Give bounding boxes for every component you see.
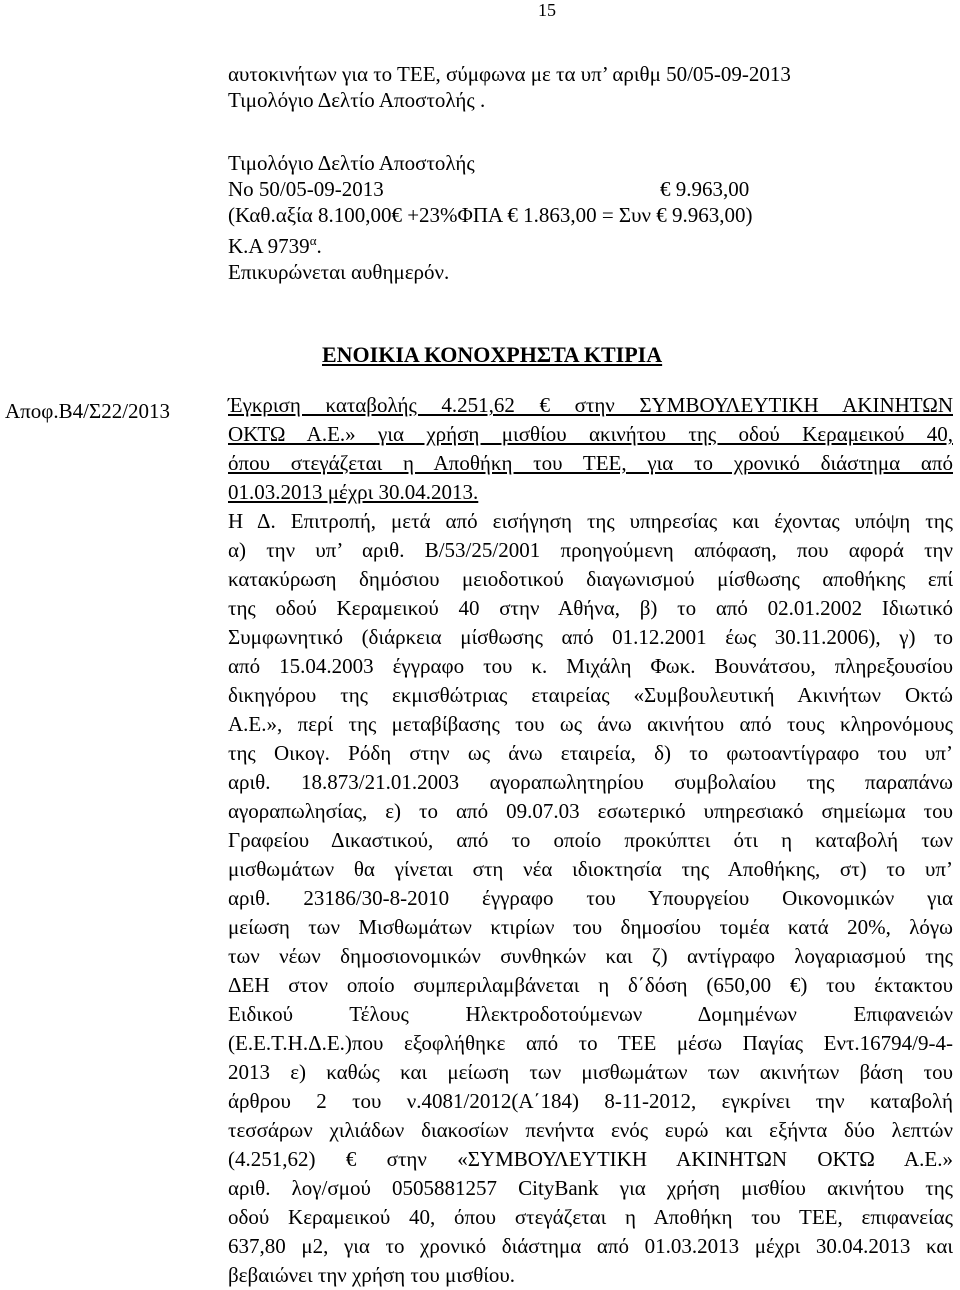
decision-subject-line: όπου στεγάζεται η Αποθήκη του ΤΕΕ, για το χρονικό διάστημα από (228, 451, 953, 475)
decision-text-line: αριθ. 23186/30-8-2010 έγγραφο του Υπουργείου Οικονομικών για (228, 886, 953, 910)
invoice-note: Επικυρώνεται αυθημερόν. (228, 260, 450, 284)
decision-body (228, 391, 953, 1290)
intro-line-2: Τιμολόγιο Δελτίο Αποστολής . (228, 88, 486, 112)
decision-text-line: ΔΕΗ στον οποίο συμπεριλαμβάνεται η δ΄δόση (650,00 €) του έκτακτου (228, 973, 953, 997)
decision-text-line: (Ε.Ε.Τ.Η.Δ.Ε.)που εξοφλήθηκε από το ΤΕΕ μέσω Παγίας Εντ.16794/9-4- (228, 1031, 953, 1055)
decision-reference: Αποφ.Β4/Σ22/2013 (5, 399, 171, 423)
decision-text-line: Γραφείου Δικαστικού, από το οποίο προκύπτει ότι η καταβολή των (228, 828, 953, 852)
decision-subject-line: 01.03.2013 μέχρι 30.04.2013. (228, 480, 479, 504)
intro-line-1: αυτοκινήτων για το ΤΕΕ, σύμφωνα με τα υπ’ αριθμ 50/05-09-2013 (228, 62, 791, 86)
invoice-amount: € 9.963,00 (660, 177, 750, 201)
invoice-block (228, 150, 753, 285)
ka-superscript: α (309, 233, 317, 248)
decision-text-line: 637,80 μ2, για το χρονικό διάστημα από 01.03.2013 μέχρι 30.04.2013 και (228, 1234, 953, 1258)
ka-tail: . (316, 234, 322, 258)
invoice-number: Νο 50/05-09-2013 (228, 177, 384, 201)
decision-text-line: μείωση των Μισθωμάτων κτιρίων του δημοσίου τομέα κατά 20%, λόγω (228, 915, 953, 939)
invoice-title: Τιμολόγιο Δελτίο Αποστολής (228, 151, 475, 175)
decision-text-line: κατακύρωση δημόσιου μειοδοτικού διαγωνισμού μίσθωσης αποθήκης επί (228, 567, 953, 591)
decision-text-line: (4.251,62) € στην «ΣΥΜΒΟΥΛΕΥΤΙΚΗ ΑΚΙΝΗΤΩΝ ΟΚΤΩ Α.Ε.» (228, 1147, 953, 1171)
decision-text-line: μισθωμάτων θα γίνεται στη νέα ιδιοκτησία της Αποθήκης, στ) το υπ’ (228, 857, 953, 881)
decision-text-line: Συμφωνητικό (διάρκεια μίσθωσης από 01.12.2001 έως 30.11.2006), γ) το (228, 625, 953, 649)
decision-text-line: τεσσάρων χιλιάδων διακοσίων πενήντα ενός ευρώ και εξήντα δύο λεπτών (228, 1118, 953, 1142)
decision-text-line: δικηγόρου της εκμισθώτριας εταιρείας «Συμβουλευτική Ακινήτων Οκτώ (228, 683, 953, 707)
decision-text-line: της Οικογ. Ρόδη στην ως άνω εταιρεία, δ) το φωτοαντίγραφο του υπ’ (228, 741, 953, 765)
invoice-breakdown: (Καθ.αξία 8.100,00€ +23%ΦΠΑ € 1.863,00 = Συν € 9.963,00) (228, 203, 753, 227)
decision-text-line: άρθρου 2 του ν.4081/2012(Α΄184) 8-11-2012, εγκρίνει την καταβολή (228, 1089, 953, 1113)
invoice-ka (228, 228, 753, 259)
ka-code: Κ.Α 9739 (228, 234, 310, 258)
decision-text-line: αριθ. 18.873/21.01.2003 αγοραπωλητηρίου συμβολαίου της παραπάνω (228, 770, 953, 794)
decision-text-line: από 15.04.2003 έγγραφο του κ. Μιχάλη Φωκ. Βουνάτσου, πληρεξουσίου (228, 654, 953, 678)
decision-text-line: Α.Ε.», περί της μεταβίβασης του ως άνω ακινήτου από τους κληρονόμους (228, 712, 953, 736)
decision-text-line: Ειδικού Τέλους Ηλεκτροδοτούμενων Δομημένων Επιφανειών (228, 1002, 953, 1026)
decision-text-line: α) την υπ’ αριθ. Β/53/25/2001 προηγούμενη απόφαση, που αφορά την (228, 538, 953, 562)
decision-text-line: 2013 ε) καθώς και μείωση των μισθωμάτων των ακινήτων βάση του (228, 1060, 953, 1084)
decision-text-line: Η Δ. Επιτροπή, μετά από εισήγηση της υπηρεσίας και έχοντας υπόψη της (228, 509, 953, 533)
decision-subject-line: Έγκριση καταβολής 4.251,62 € στην ΣΥΜΒΟΥΛΕΥΤΙΚΗ ΑΚΙΝΗΤΩΝ (228, 393, 953, 417)
decision-text-line: οδού Κεραμεικού 40, όπου στεγάζεται η Αποθήκη του ΤΕΕ, επιφανείας (228, 1205, 953, 1229)
decision-text-line: των νέων δημοσιονομικών συνθηκών και ζ) αντίγραφο λογαριασμού της (228, 944, 953, 968)
decision-subject-line: ΟΚΤΩ Α.Ε.» για χρήση μισθίου ακινήτου της οδού Κεραμεικού 40, (228, 422, 953, 446)
section-heading: ΕΝΟΙΚΙΑ ΚΟΝΟΧΡΗΣΤΑ ΚΤΙΡΙΑ (322, 342, 663, 367)
page-number: 15 (538, 0, 556, 20)
decision-text-line: της οδού Κεραμεικού 40 στην Αθήνα, β) το από 02.01.2002 Ιδιωτικό (228, 596, 953, 620)
decision-text-line: αριθ. λογ/σμού 0505881257 CityBank για χρήση μισθίου ακινήτου της (228, 1176, 953, 1200)
decision-last-line: βεβαιώνει την χρήση του μισθίου. (228, 1263, 516, 1287)
decision-text-line: αγοραπωλησίας, ε) το από 09.07.03 εσωτερικό υπηρεσιακό σημείωμα του (228, 799, 953, 823)
